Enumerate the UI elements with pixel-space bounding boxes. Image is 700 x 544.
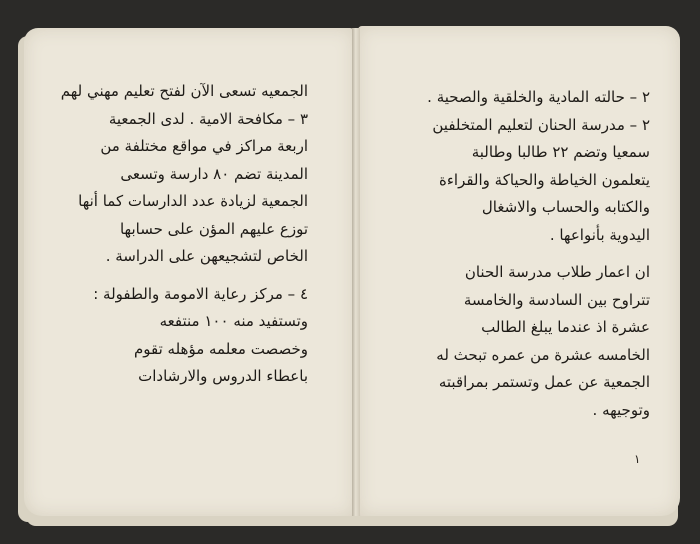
text-line: ٣ – مكافحة الامية . لدى الجمعية [108, 109, 308, 128]
text-line: الجمعية لزيادة عدد الدارسات كما أنها [78, 192, 308, 210]
text-line: والكتابه والحساب والاشغال [481, 198, 650, 216]
book-gutter [352, 28, 360, 516]
text-line: اربعة مراكز في مواقع مختلفة من [100, 137, 308, 155]
text-line: تتراوح بين السادسة والخامسة [463, 290, 650, 309]
text-line: الجمعيه تسعى الآن لفتح تعليم مهني لهم [60, 82, 308, 100]
text-line: باعطاء الدروس والارشادات [138, 367, 308, 385]
text-line: ٢ – مدرسة الحنان لتعليم المتخلفين [432, 115, 650, 134]
text-line: وتوجيهه . [592, 400, 650, 419]
text-line: وتستفيد منه ١٠٠ منتفعه [159, 312, 308, 330]
text-line: الخاص لتشجيعهن على الدراسة . [105, 247, 308, 265]
text-line: الجمعية عن عمل وتستمر بمراقبته [438, 373, 650, 391]
text-line: توزع عليهم المؤن على حسابها [119, 219, 308, 238]
left-page-text [46, 78, 308, 391]
text-line: المدينة تضم ٨٠ دارسة وتسعى [120, 164, 308, 183]
text-line: ٤ – مركز رعاية الامومة والطفولة : [93, 284, 308, 303]
page-number: ١ [634, 452, 641, 466]
text-line: ان اعمار طلاب مدرسة الحنان [464, 263, 650, 281]
text-line: الخامسه عشرة من عمره تبحث له [436, 345, 650, 364]
text-line: سمعيا وتضم ٢٢ طالبا وطالبة [471, 143, 650, 161]
text-line: عشرة اذ عندما يبلغ الطالب [481, 318, 650, 336]
text-line: وخصصت معلمه مؤهله تقوم [133, 339, 308, 358]
text-line: ٢ – حالته المادية والخلقية والصحية . [427, 88, 650, 106]
text-line: يتعلمون الخياطة والحياكة والقراءة [438, 170, 650, 189]
right-page-text [382, 84, 650, 424]
text-line: اليدوية بأنواعها . [549, 225, 650, 244]
